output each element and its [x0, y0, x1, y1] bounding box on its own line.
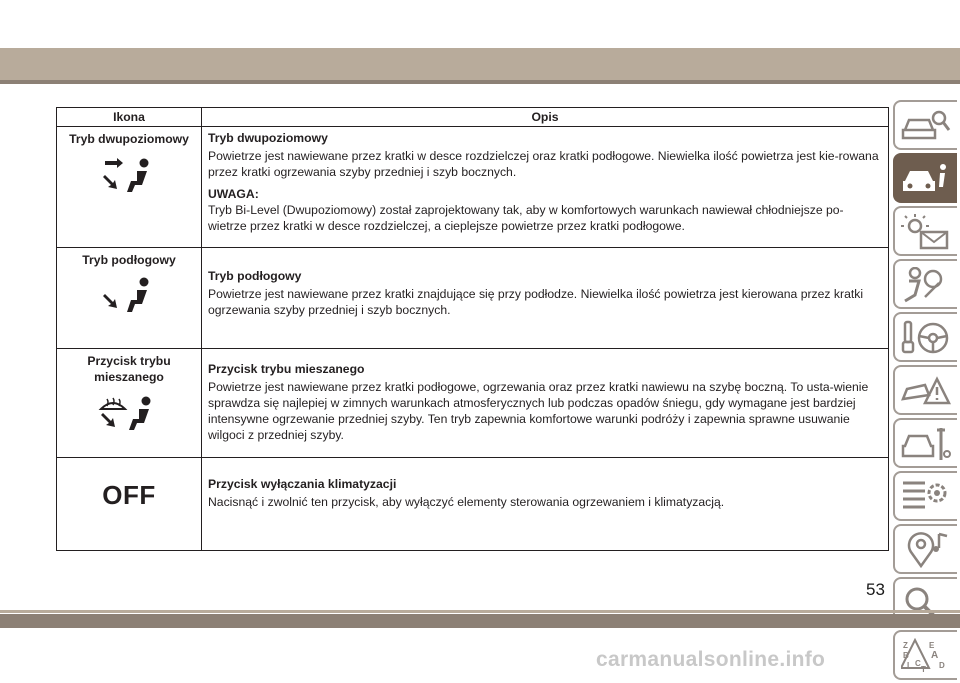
warning-light-message-icon — [901, 214, 951, 250]
table-row — [57, 458, 889, 551]
index-letter: I — [907, 661, 910, 670]
footer-rule — [0, 610, 960, 613]
index-letter: B — [903, 651, 909, 660]
floor-airflow-icon — [99, 276, 159, 320]
key-steering-wheel-icon — [901, 320, 951, 356]
hvac-mode-table — [56, 107, 889, 551]
column-header-icon: Ikona — [57, 108, 202, 127]
icon-cell — [57, 349, 202, 458]
mode-description: Powietrze jest nawiewane przez kratki podłogowe, ogrzewania oraz przez kratki nawiewu na szybę boczną. To usta-wienie sprawdza się najlepiej w zimnych warunkach atmosferycznych lub podczas opadów śniegu, gdy wymagane jest bardziej intensywne ogrzewanie przedniej szyby. Ten tryb zapewnia komfortowe warunki podróży i zapewnia sprawne usuwanie wilgoci z przedniej szyby. — [208, 380, 869, 442]
note-title: UWAGA: — [208, 187, 259, 201]
alphabetical-index-icon — [901, 638, 951, 674]
page-number: 53 — [866, 580, 885, 599]
airbag-safety-icon — [901, 267, 951, 303]
icon-label: Przycisk trybu mieszanego — [87, 354, 171, 384]
index-letter: A — [931, 650, 939, 661]
multimedia-nav-icon — [901, 532, 951, 568]
mode-title: Tryb dwupoziomowy — [208, 131, 328, 145]
icon-cell — [57, 458, 202, 551]
car-info-icon — [901, 161, 951, 197]
chapter-tabs — [893, 100, 960, 683]
car-search-icon — [901, 108, 951, 144]
tab-multimedia[interactable] — [893, 524, 957, 574]
index-letter: E — [929, 641, 935, 650]
icon-label: Tryb dwupoziomowy — [69, 132, 189, 146]
tab-vehicle-info[interactable] — [893, 153, 957, 203]
description-cell — [202, 248, 889, 349]
index-letter: C — [915, 659, 921, 668]
mixed-mode-defrost-icon — [97, 393, 161, 437]
mode-title: Przycisk wyłączania klimatyzacji — [208, 477, 397, 491]
watermark: carmanualsonline.info — [596, 648, 826, 671]
tab-starting-operating[interactable] — [893, 312, 957, 362]
tab-servicing[interactable] — [893, 418, 957, 468]
description-cell — [202, 458, 889, 551]
tab-emergency[interactable] — [893, 365, 957, 415]
mode-description: Powietrze jest nawiewane przez kratki w desce rozdzielczej oraz kratki podłogowe. Niewielka ilość powietrza jest kie-rowana przez kratki ogrzewania szyby przedniej i szyb bocznych. — [208, 149, 879, 179]
bilevel-airflow-icon — [99, 155, 159, 195]
icon-cell — [57, 127, 202, 248]
header-rule — [0, 80, 960, 84]
header-band — [0, 48, 960, 80]
mode-description: Powietrze jest nawiewane przez kratki znajdujące się przy podłodze. Niewielka ilość powietrza jest kierowana przez kratki ogrzewania szyby przedniej i szyb bocznych. — [208, 287, 864, 317]
footer-band — [0, 614, 960, 628]
column-header-description: Opis — [202, 108, 889, 127]
off-text-icon: OFF — [102, 480, 156, 510]
index-letter: D — [939, 661, 945, 670]
tab-warning-lights[interactable] — [893, 206, 957, 256]
car-hazard-icon — [901, 373, 951, 409]
description-cell — [202, 127, 889, 248]
description-cell — [202, 349, 889, 458]
tab-technical-specs[interactable] — [893, 471, 957, 521]
table-row — [57, 349, 889, 458]
maintenance-list-icon — [901, 479, 951, 515]
index-letter: T — [921, 665, 926, 674]
table-row — [57, 248, 889, 349]
mode-title: Tryb podłogowy — [208, 269, 302, 283]
tab-vehicle-search[interactable] — [893, 100, 957, 150]
table-header-row — [57, 108, 889, 127]
index-letter: Z — [903, 641, 908, 650]
icon-label: Tryb podłogowy — [82, 253, 176, 267]
table-row — [57, 127, 889, 248]
car-tools-icon — [901, 426, 951, 462]
mode-description: Nacisnąć i zwolnić ten przycisk, aby wyłączyć elementy sterowania ogrzewaniem i klimatyzacją. — [208, 495, 725, 509]
mode-title: Przycisk trybu mieszanego — [208, 362, 365, 376]
tab-index[interactable] — [893, 630, 957, 680]
tab-safety[interactable] — [893, 259, 957, 309]
note-text: Tryb Bi-Level (Dwupoziomowy) został zaprojektowany tak, aby w komfortowych warunkach nawiewał chłodniejsze po-wietrze przez kratki w desce rozdzielczej, a cieplejsze powietrze przez kratki podłogowe. — [208, 203, 844, 233]
icon-cell — [57, 248, 202, 349]
